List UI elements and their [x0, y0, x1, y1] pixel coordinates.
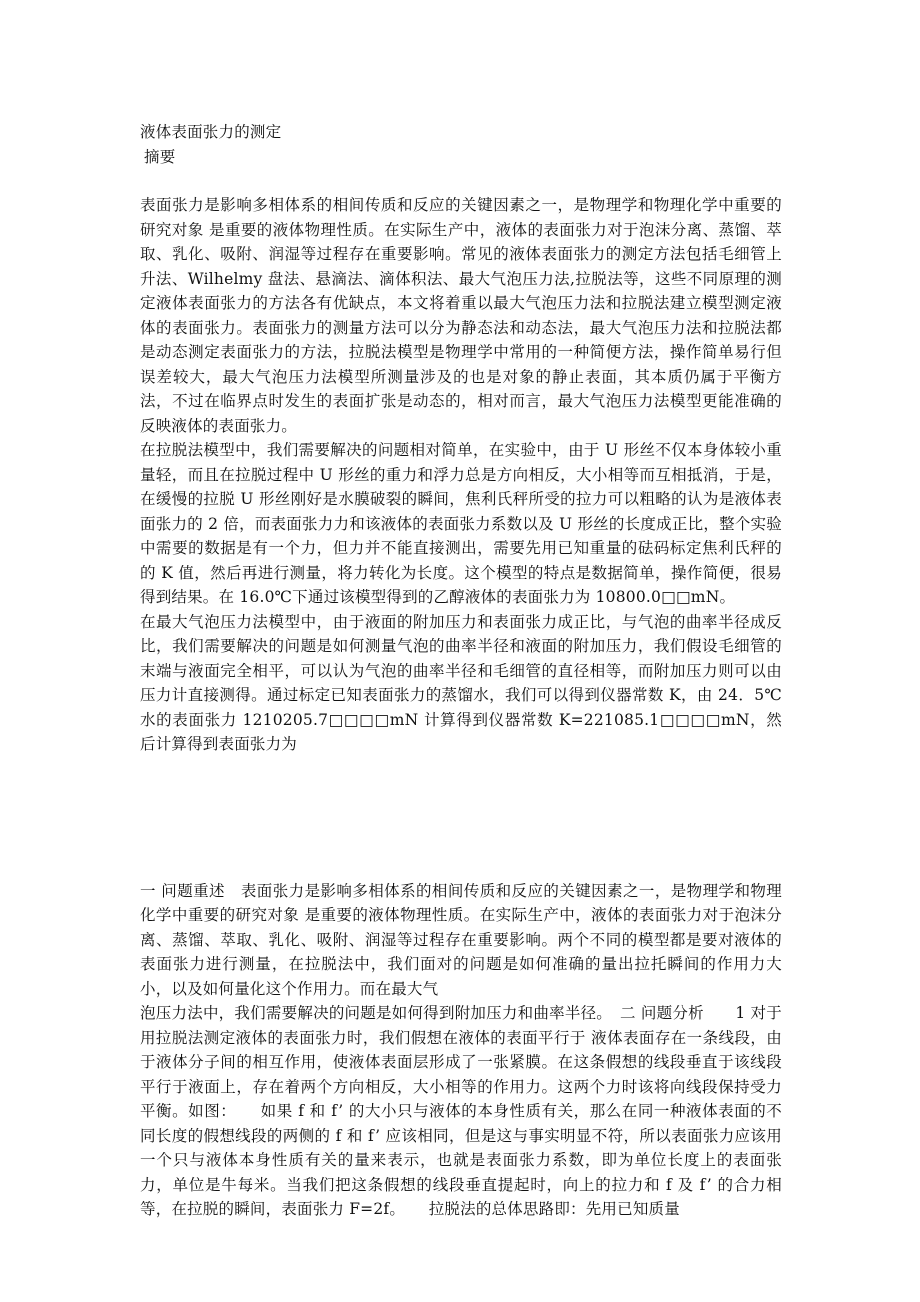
document-body: [140, 120, 782, 1222]
abstract-paragraph-1: 表面张力是影响多相体系的相间传质和反应的关键因素之一，是物理学和物理化学中重要的研究对象 是重要的液体物理性质。在实际生产中，液体的表面张力对于泡沫分离、蒸馏、萃取、乳化、吸附、润湿等过程存在重要影响。常见的液体表面张力的测定方法包括毛细管上升法、Wilhelmy 盘法、悬滴法、滴体积法、最大气泡压力法,拉脱法等，这些不同原理的测定液体表面张力的方法各有优缺点，本文将着重以最大气泡压力法和拉脱法建立模型测定液体的表面张力。表面张力的测量方法可以分为静态法和动态法，最大气泡压力法和拉脱法都是动态测定表面张力的方法，拉脱法模型是物理学中常用的一种简便方法，操作简单易行但误差较大，最大气泡压力法模型所测量涉及的也是对象的静止表面，其本质仍属于平衡方法，不过在临界点时发生的表面扩张是动态的，相对而言，最大气泡压力法模型更能准确的反映液体的表面张力。: [140, 196, 782, 435]
section-spacer: [140, 757, 782, 879]
problem-restatement-paragraph: 一 问题重述 表面张力是影响多相体系的相间传质和反应的关键因素之一，是物理学和物理化学中重要的研究对象 是重要的液体物理性质。在实际生产中，液体的表面张力对于泡沫分离、蒸馏、萃取、乳化、吸附、润湿等过程存在重要影响。两个不同的模型都是要对液体的表面张力进行测量，在拉脱法中，我们面对的问题是如何准确的量出拉托瞬间的作用力大小，以及如何量化这个作用力。而在最大气: [140, 881, 782, 998]
abstract-heading: 摘要: [144, 147, 176, 166]
abstract-paragraph-2: 在拉脱法模型中，我们需要解决的问题相对简单，在实验中，由于 U 形丝不仅本身体较小重量轻，而且在拉脱过程中 U 形丝的重力和浮力总是方向相反，大小相等而互相抵消，于是，在缓慢的拉脱 U 形丝刚好是水膜破裂的瞬间，焦利氏秤所受的拉力可以粗略的认为是液体表面张力的 2 倍，而表面张力力和该液体的表面张力系数以及 U 形丝的长度成正比，整个实验中需要的数据是有一个力，但力并不能直接测出，需要先用已知重量的砝码标定焦利氏秤的的 K 值，然后再进行测量，将力转化为长度。这个模型的特点是数据简单，操作简便，很易得到结果。在 16.0℃下通过该模型得到的乙醇液体的表面张力为 10800.0□□mN。: [140, 441, 782, 606]
document-title: 液体表面张力的测定: [140, 123, 282, 141]
abstract-paragraph-3: 在最大气泡压力法模型中，由于液面的附加压力和表面张力成正比，与气泡的曲率半径成反比，我们需要解决的问题是如何测量气泡的曲率半径和液面的附加压力，我们假设毛细管的末端与液面完全相平，可以认为气泡的曲率半径和毛细管的直径相等，而附加压力则可以由压力计直接测得。通过标定已知表面张力的蒸馏水，我们可以得到仪器常数 K，由 24．5℃水的表面张力 1210205.7□□□□mN 计算得到仪器常数 K=221085.1□□□□mN，然后计算得到表面张力为: [140, 612, 782, 753]
problem-analysis-paragraph: 泡压力法中，我们需要解决的问题是如何得到附加压力和曲率半径。 二 问题分析 1 对于用拉脱法测定液体的表面张力时，我们假想在液体的表面平行于 液体表面存在一条线段，由于液体分子间的相互作用，使液体表面层形成了一张紧膜。在这条假想的线段垂直于该线段平行于液面上，存在着两个方向相反，大小相等的作用力。这两个力时该将向线段保持受力平衡。如图： 如果 f 和 f’ 的大小只与液体的本身性质有关，那么在同一种液体表面的不同长度的假想线段的两侧的 f 和 f’ 应该相同，但是这与事实明显不符，所以表面张力应该用一个只与液体本身性质有关的量来表示，也就是表面张力系数，即为单位长度上的表面张力，单位是牛每米。当我们把这条假想的线段垂直提起时，向上的拉力和 f 及 f’ 的合力相等，在拉脱的瞬间，表面张力 F=2f。 拉脱法的总体思路即：先用已知质量: [140, 1004, 782, 1218]
